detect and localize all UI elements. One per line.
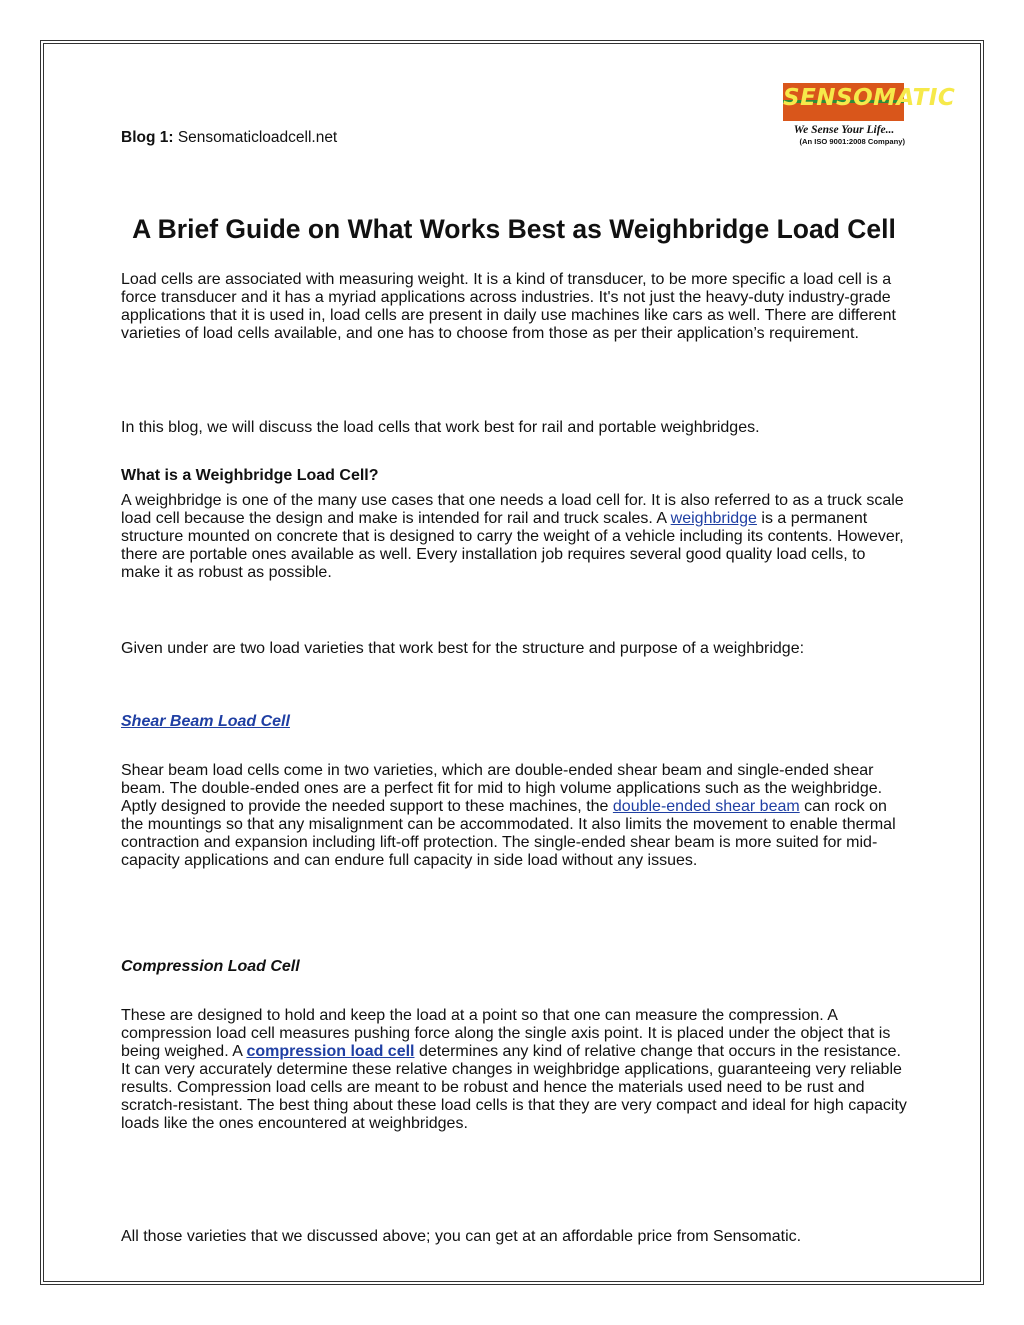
logo-brand: SENSOMATIC xyxy=(783,85,956,111)
compression-text-b: determines any kind of relative change that occurs in the resistance. It can very accurately determine these relative changes in weighbridge applications, guaranteeing very reliable results. Compression load cells are meant to be robust and hence the materials used need to be rust and scratch-resistant. The best thing about these load cells is that they are very compact and ideal for high capacity loads like the ones encountered at weighbridges. xyxy=(121,1043,907,1132)
shear-text-b: can rock on the mountings so that any misalignment can be accommodated. It also limits the movement to enable thermal contraction and expansion including lift-off protection. The single-ended shear beam is more suited for mid-capacity applications and can endure full capacity in side load without any issues. xyxy=(121,798,896,869)
compression-load-cell-link[interactable]: compression load cell xyxy=(246,1043,415,1060)
compression-text-a: These are designed to hold and keep the load at a point so that one can measure the compression. A compression load cell measures pushing force along the single axis point. It is placed under the object that is being weighed. A xyxy=(121,1007,891,1060)
closing-paragraph: All those varieties that we discussed above; you can get at an affordable price from Sensomatic. xyxy=(121,1228,802,1245)
intro-paragraph: Load cells are associated with measuring weight. It is a kind of transducer, to be more specific a load cell is a force transducer and it has a myriad applications across industries. It's not just the heavy-duty industry-grade applications that it is used in, load cells are present in daily use machines like cars as well. There are different varieties of load cells available, and one has to choose from those as per their application’s requirement. xyxy=(121,271,896,342)
blog-site: Sensomaticloadcell.net xyxy=(177,129,338,146)
shear-text-a: Shear beam load cells come in two varieties, which are double-ended shear beam and single-ended shear beam. The double-ended ones are a perfect fit for mid to high volume applications such as the weighbridge. Aptly designed to provide the needed support to these machines, the xyxy=(121,762,883,815)
page-title: A Brief Guide on What Works Best as Weighbridge Load Cell xyxy=(132,214,896,244)
shear-beam-paragraph xyxy=(121,762,907,870)
logo-tagline: We Sense Your Life... xyxy=(793,124,895,136)
blog-label-prefix: Blog 1: xyxy=(121,129,174,146)
compression-paragraph xyxy=(121,1007,907,1133)
blog-purpose-paragraph: In this blog, we will discuss the load cells that work best for rail and portable weighbridges. xyxy=(121,419,760,436)
shear-beam-link[interactable]: Shear Beam Load Cell xyxy=(121,713,290,730)
weighbridge-link[interactable]: weighbridge xyxy=(670,510,757,527)
compression-heading: Compression Load Cell xyxy=(121,958,300,975)
weighbridge-paragraph xyxy=(121,492,907,582)
weighbridge-text-b: is a permanent structure mounted on concrete that is designed to carry the weight of a vehicle including its contents. However, there are portable ones available as well. Every installation job requires several good quality load cells, to make it as robust as possible. xyxy=(121,510,904,581)
shear-beam-heading xyxy=(121,713,907,731)
logo-box xyxy=(783,83,956,121)
varieties-paragraph: Given under are two load varieties that work best for the structure and purpose of a weighbridge: xyxy=(121,640,805,657)
weighbridge-text-a: A weighbridge is one of the many use cases that one needs a load cell for. It is also referred to as a truck scale load cell because the design and make is intended for rail and truck scales. A xyxy=(121,492,904,527)
weighbridge-heading: What is a Weighbridge Load Cell? xyxy=(121,467,379,484)
logo-iso: (An ISO 9001:2008 Company) xyxy=(799,137,905,146)
double-ended-shear-beam-link[interactable]: double-ended shear beam xyxy=(612,798,800,815)
blog-label xyxy=(121,129,337,147)
sensomatic-logo xyxy=(783,83,956,153)
